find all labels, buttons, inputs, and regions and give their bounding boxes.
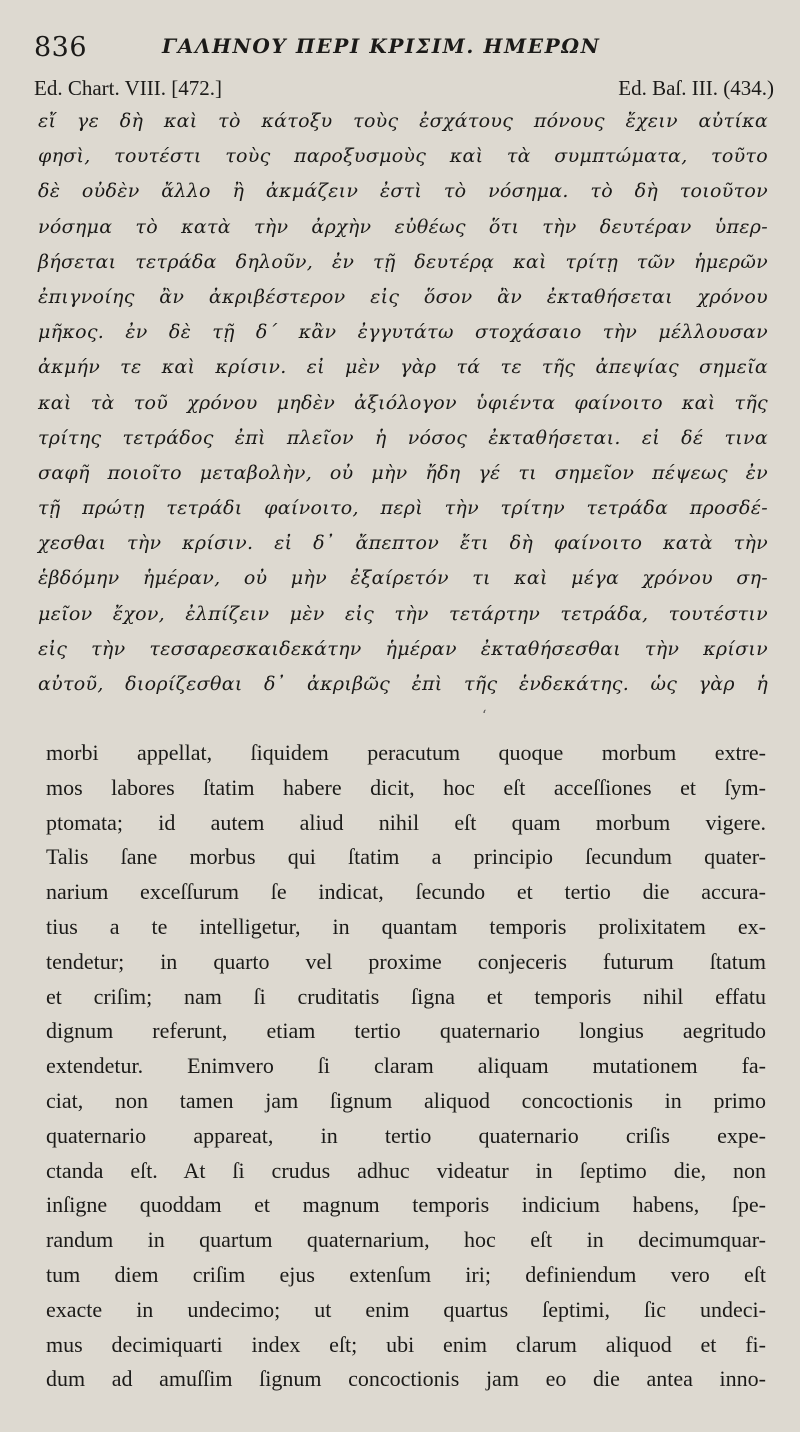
- greek-line: βήσεται τετράδα δηλοῦν, ἐν τῇ δευτέρᾳ καὶ τρίτῃ τῶν ἡμερῶν: [38, 250, 768, 273]
- latin-line: Talis ſane morbus qui ſtatim a principio ſecundum quater-: [46, 844, 766, 870]
- latin-line: et criſim; nam ſi cruditatis ſigna et temporis nihil effatu: [46, 983, 766, 1009]
- greek-line: σαφῆ ποιοῖτο μεταβολὴν, οὐ μὴν ἤδη γέ τι σημεῖον πέψεως ἐν: [38, 461, 768, 484]
- latin-line: mos labores ſtatim habere dicit, hoc eſt acceſſiones et ſym-: [46, 774, 766, 800]
- latin-line: ptomata; id autem aliud nihil eſt quam morbum vigere.: [46, 809, 766, 835]
- page-number: 836: [34, 32, 88, 63]
- greek-line: δὲ οὐδὲν ἄλλο ἢ ἀκμάζειν ἐστὶ τὸ νόσημα. τὸ δὴ τοιοῦτον: [38, 180, 768, 203]
- latin-line: morbi appellat, ſiquidem peracutum quoque morbum extre-: [46, 740, 766, 765]
- latin-line: tius a te intelligetur, in quantam temporis prolixitatem ex-: [46, 913, 766, 939]
- latin-line: inſigne quoddam et magnum temporis indicium habens, ſpe-: [46, 1192, 766, 1218]
- ink-speck: ʻ: [482, 708, 487, 724]
- latin-line: tum diem criſim ejus extenſum iri; definiendum vero eſt: [46, 1261, 766, 1287]
- greek-line: ἐπιγνοίης ἂν ἀκριβέστερον εἰς ὅσον ἂν ἐκταθήσεται χρόνου: [38, 285, 768, 308]
- latin-line: quaternario appareat, in tertio quaternario criſis expe-: [46, 1122, 766, 1148]
- greek-line: ἑβδόμην ἡμέραν, οὐ μὴν ἐξαίρετόν τι καὶ μέγα χρόνου ση-: [38, 567, 768, 590]
- greek-line: αὐτοῦ, διορίζεσθαι δ᾽ ἀκριβῶς ἐπὶ τῆς ἑνδεκάτης. ὡς γὰρ ἡ: [38, 673, 768, 695]
- greek-line: μεῖον ἔχον, ἐλπίζειν μὲν εἰς τὴν τετάρτην τετράδα, τουτέστιν: [38, 602, 768, 625]
- greek-line: ἀκμήν τε καὶ κρίσιν. εἰ μὲν γὰρ τά τε τῆς ἀπεψίας σημεῖα: [38, 356, 768, 379]
- running-head: [34, 28, 774, 68]
- latin-line: narium exceſſurum ſe indicat, ſecundo et tertio die accura-: [46, 879, 766, 905]
- greek-line: τρίτης τετράδος ἐπὶ πλεῖον ἡ νόσος ἐκταθήσεται. εἰ δέ τινα: [38, 426, 768, 449]
- greek-line: μῆκος. ἐν δὲ τῇ δ΄ κἂν ἐγγυτάτω στοχάσαιο τὴν μέλλουσαν: [38, 321, 768, 344]
- latin-text-block: [46, 736, 766, 1397]
- latin-line: ctanda eſt. At ſi crudus adhuc videatur in ſeptimo die, non: [46, 1157, 766, 1183]
- greek-line: τῇ πρώτῃ τετράδι φαίνοιτο, περὶ τὴν τρίτην τετράδα προσδέ-: [38, 497, 768, 520]
- greek-line: εἴ γε δὴ καὶ τὸ κάτοξυ τοὺς ἐσχάτους πόνους ἔχειν αὐτίκα: [38, 110, 768, 132]
- latin-line: dignum referunt, etiam tertio quaternario longius aegritudo: [46, 1018, 766, 1044]
- greek-line: εἰς τὴν τεσσαρεσκαιδεκάτην ἡμέραν ἐκταθήσεσθαι τὴν κρίσιν: [38, 637, 768, 660]
- latin-line: ciat, non tamen jam ſignum aliquod concoctionis in primo: [46, 1087, 766, 1113]
- latin-line: exacte in undecimo; ut enim quartus ſeptimi, ſic undeci-: [46, 1296, 766, 1322]
- latin-line: extendetur. Enimvero ſi claram aliquam mutationem fa-: [46, 1053, 766, 1079]
- page-title: ΓΑΛΗΝΟΥ ΠΕΡΙ ΚΡΙΣΙΜ. ΗΜΕΡΩΝ: [162, 34, 601, 58]
- edition-references: [34, 76, 774, 102]
- greek-line: νόσημα τὸ κατὰ τὴν ἀρχὴν εὐθέως ὅτι τὴν δευτέραν ὑπερ-: [38, 215, 768, 238]
- greek-line: καὶ τὰ τοῦ χρόνου μηδὲν ἀξιόλογον ὑφιέντα φαίνοιτο καὶ τῆς: [38, 391, 768, 414]
- greek-line: φησὶ, τουτέστι τοὺς παροξυσμοὺς καὶ τὰ συμπτώματα, τοῦτο: [38, 145, 768, 168]
- latin-line: randum in quartum quaternarium, hoc eſt in decimumquar-: [46, 1227, 766, 1253]
- edition-chartier-reference: Ed. Chart. VIII. [472.]: [34, 76, 222, 100]
- edition-basel-reference: Ed. Baſ. III. (434.): [618, 76, 774, 100]
- latin-line: dum ad amuſſim ſignum concoctionis jam eo die antea inno-: [46, 1366, 766, 1392]
- latin-line: mus decimiquarti index eſt; ubi enim clarum aliquod et fi-: [46, 1331, 766, 1357]
- greek-line: χεσθαι τὴν κρίσιν. εἰ δ᾽ ἄπεπτον ἔτι δὴ φαίνοιτο κατὰ τὴν: [38, 532, 768, 555]
- latin-line: tendetur; in quarto vel proxime conjeceris futurum ſtatum: [46, 948, 766, 974]
- greek-text-block: [38, 104, 768, 702]
